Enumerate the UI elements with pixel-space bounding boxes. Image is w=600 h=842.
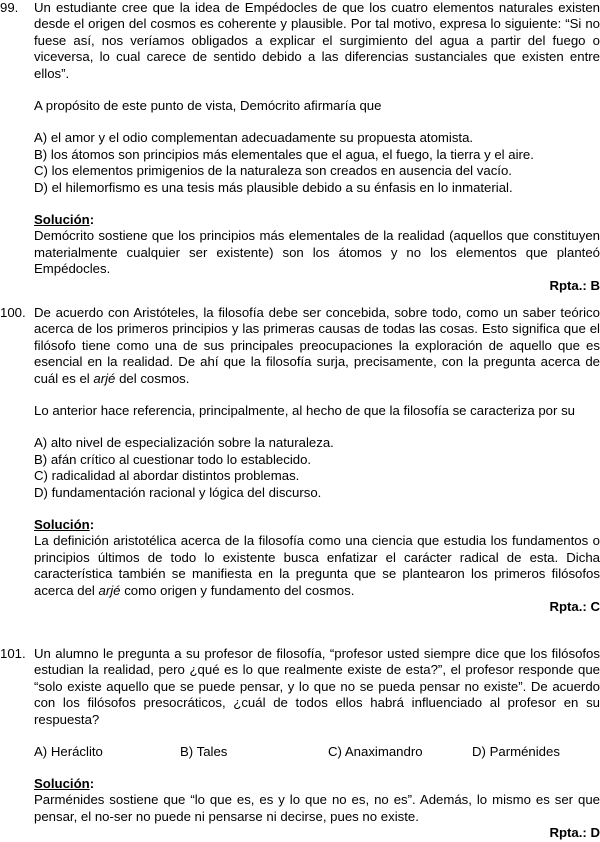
option-b: B) afán crítico al cuestionar todo lo establecido.: [34, 451, 312, 467]
answer: Rpta.: B: [549, 277, 600, 293]
option-c: C) radicalidad al abordar distintos problemas.: [34, 468, 300, 484]
arje-italic: arjé: [93, 370, 116, 386]
solution-text: La definición aristotélica acerca de la filosofía como una ciencia que estudia los fundamentos o principios últimos de todo lo existente busca enfatizar el carácter radical de esta. Dicha característica también se manifiesta en la pregunta que se plantearon los primeros filósofos acerca del arjé como origen y fundamento del cosmos.: [34, 533, 600, 598]
option-b: B) los átomos son principios más elementales que el agua, el fuego, la tierra y el aire.: [34, 146, 534, 162]
solution-heading: Solución: [34, 212, 90, 228]
solution-text: Parménides sostiene que “lo que es, es y lo que no es, no es”. Además, lo mismo es ser que pensar, el no-ser no puede ni pensarse ni decirse, pues no existe.: [34, 792, 600, 824]
question-100: 100. De acuerdo con Aristóteles, la filosofía debe ser concebida, sobre todo, como un saber teórico acerca de los primeros principios y las primeras causas de todas las cosas. Esto significa que el filósofo tiene como una de sus principales preocupaciones la exploración de aquello que es esencial en la realidad. De ahí que la filosofía surja, precisamente, con la pregunta acerca de cuál es el arjé del cosmos. Lo anterior hace referencia, principalmente, al hecho de que la filosofía se caracteriza por su A) alto nivel de especialización sobre la naturaleza. B) afán crítico al cuestionar todo lo establecido. C) radicalidad al abordar distintos problemas. D) fundamentación racional y lógica del discurso. Solución: La definición aristotélica acerca de la filosofía como una ciencia que estudia los fundamentos o principios últimos de todo lo existente busca enfatizar el carácter radical de esta. Dicha característica también se manifiesta en la pregunta que se plantearon los primeros filósofos acerca del arjé como origen y fundamento del cosmos. Rpta.: C: [0, 305, 600, 615]
question-number: 99.: [0, 0, 19, 15]
option-d: D) el hilemorfismo es una tesis más plausible debido a su énfasis en lo inmaterial.: [34, 179, 513, 195]
option-c: C) los elementos primigenios de la naturaleza son creados en ausencia del vacío.: [34, 163, 512, 179]
option-a: A) Heráclito: [34, 744, 103, 760]
question-stem: Un estudiante cree que la idea de Empédocles de que los cuatro elementos naturales existen desde el origen del cosmos es coherente y plausible. Por tal motivo, expresa lo siguiente: “Si no fuese así, nos veríamos obligados a explicar el surgimiento del agua a partir del fuego o viceversa, lo cual carece de sentido debido a las diferencias sustanciales que existen entre ellos”.: [34, 0, 600, 81]
option-d: D) Parménides: [472, 744, 560, 760]
question-101: 101. Un alumno le pregunta a su profesor de filosofía, “profesor usted siempre dice que los filósofos estudian la realidad, pero ¿qué es lo que realmente existe de esta?”, el profesor responde que “solo existe aquello que se puede pensar, y lo que no se pueda pensar no existe”. De acuerdo con los filósofos presocráticos, ¿cuál de todos ellos habrá influenciado al profesor en su respuesta? A) Heráclito B) Tales C) Anaximandro D) Parménides Solución: Parménides sostiene que “lo que es, es y lo que no es, no es”. Además, lo mismo es ser que pensar, el no-ser no puede ni pensarse ni decirse, pues no existe. Rpta.: D: [0, 646, 600, 841]
option-a: A) alto nivel de especialización sobre la naturaleza.: [34, 435, 334, 451]
solution-heading: Solución: [34, 776, 90, 792]
question-stem: De acuerdo con Aristóteles, la filosofía debe ser concebida, sobre todo, como un saber teórico acerca de los primeros principios y las primeras causas de todas las cosas. Esto significa que el filósofo tiene como una de sus principales preocupaciones la exploración de aquello que es esencial en la realidad. De ahí que la filosofía surja, precisamente, con la pregunta acerca de cuál es el arjé del cosmos.: [34, 305, 600, 386]
question-number: 101.: [0, 646, 26, 661]
question-stem: Un alumno le pregunta a su profesor de filosofía, “profesor usted siempre dice que los filósofos estudian la realidad, pero ¿qué es lo que realmente existe de esta?”, el profesor responde que “solo existe aquello que se puede pensar, y lo que no se pueda pensar no existe”. De acuerdo con los filósofos presocráticos, ¿cuál de todos ellos habrá influenciado al profesor en su respuesta?: [34, 646, 600, 727]
solution-text: Demócrito sostiene que los principios más elementales de la realidad (aquellos que constituyen materialmente cualquier ser existente) son los átomos y no los elementos que planteó Empédocles.: [34, 228, 600, 277]
option-a: A) el amor y el odio complementan adecuadamente su propuesta atomista.: [34, 130, 474, 146]
question-prompt: Lo anterior hace referencia, principalmente, al hecho de que la filosofía se caracteriza por su: [34, 403, 575, 419]
option-c: C) Anaximandro: [328, 744, 423, 760]
option-d: D) fundamentación racional y lógica del discurso.: [34, 484, 322, 500]
arje-italic: arjé: [98, 582, 121, 598]
options-row: [34, 744, 600, 760]
solution-heading: Solución: [34, 517, 90, 533]
question-99: 99. Un estudiante cree que la idea de Empédocles de que los cuatro elementos naturales existen desde el origen del cosmos es coherente y plausible. Por tal motivo, expresa lo siguiente: “Si no fuese así, nos veríamos obligados a explicar el surgimiento del agua a partir del fuego o viceversa, lo cual carece de sentido debido a las diferencias sustanciales que existen entre ellos”. A propósito de este punto de vista, Demócrito afirmaría que A) el amor y el odio complementan adecuadamente su propuesta atomista. B) los átomos son principios más elementales que el agua, el fuego, la tierra y el aire. C) los elementos primigenios de la naturaleza son creados en ausencia del vacío. D) el hilemorfismo es una tesis más plausible debido a su énfasis en lo inmaterial. Solución: Demócrito sostiene que los principios más elementales de la realidad (aquellos que constituyen materialmente cualquier ser existente) son los átomos y no los elementos que planteó Empédocles. Rpta.: B: [0, 0, 600, 293]
question-number: 100.: [0, 305, 26, 320]
answer: Rpta.: D: [549, 825, 600, 841]
question-prompt: A propósito de este punto de vista, Demócrito afirmaría que: [34, 98, 382, 114]
option-b: B) Tales: [180, 744, 228, 760]
answer: Rpta.: C: [549, 599, 600, 615]
